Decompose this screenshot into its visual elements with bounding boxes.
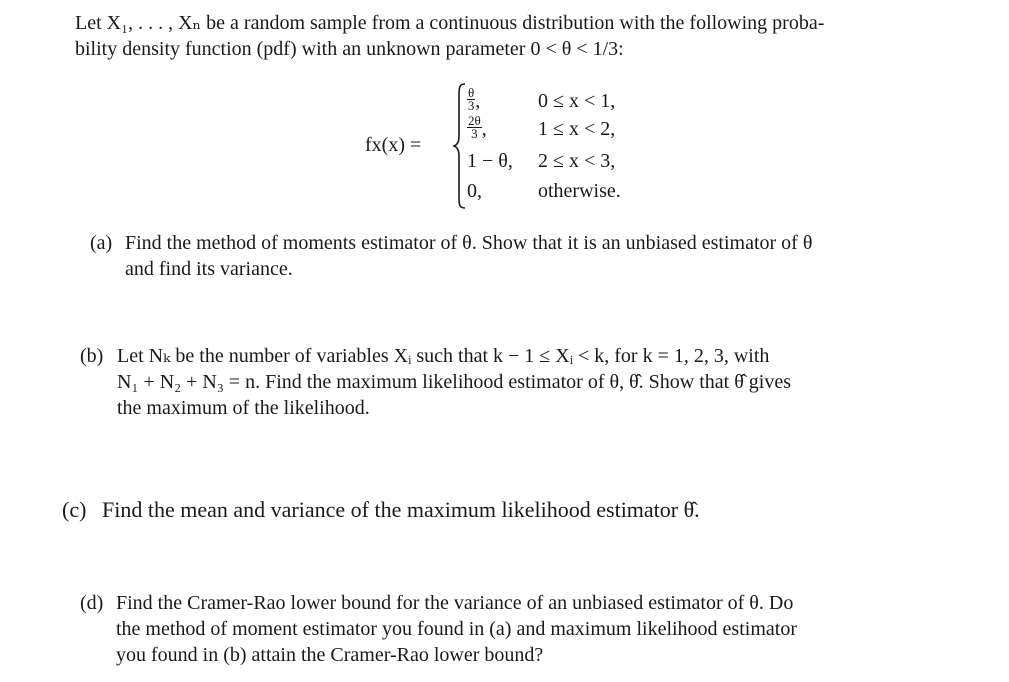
case-condition-4: otherwise. bbox=[538, 180, 621, 202]
part-c bbox=[62, 497, 942, 523]
part-d-line-2: the method of moment estimator you found in (a) and maximum likelihood estimator bbox=[116, 618, 797, 640]
part-a-label: (a) bbox=[90, 232, 113, 254]
part-d-label: (d) bbox=[80, 592, 104, 614]
part-b bbox=[80, 343, 940, 421]
intro-line-1: Let X₁, . . . , Xₙ be a random sample from a continuous distribution with the following proba- bbox=[75, 12, 825, 34]
left-brace-icon bbox=[453, 82, 467, 210]
case-value-3: 1 − θ, bbox=[467, 150, 513, 172]
case-value-1 bbox=[467, 84, 481, 114]
case-1-denominator: 3 bbox=[467, 97, 475, 113]
part-c-line-1: Find the mean and variance of the maximum likelihood estimator θ̂. bbox=[102, 497, 700, 522]
part-a bbox=[90, 230, 950, 282]
case-condition-1: 0 ≤ x < 1, bbox=[538, 90, 616, 112]
case-condition-2: 1 ≤ x < 2, bbox=[538, 118, 616, 140]
case-value-4: 0, bbox=[467, 180, 482, 202]
pdf-definition bbox=[365, 82, 655, 210]
part-c-label: (c) bbox=[62, 497, 87, 522]
case-2-suffix: , bbox=[481, 118, 487, 140]
intro-line-2: bility density function (pdf) with an unknown parameter 0 < θ < 1/3: bbox=[75, 38, 624, 60]
part-b-label: (b) bbox=[80, 345, 104, 367]
case-2-denominator: 3 bbox=[471, 125, 478, 141]
part-a-line-2: and find its variance. bbox=[125, 258, 293, 280]
case-1-numerator: θ bbox=[468, 84, 475, 100]
part-d-line-3: you found in (b) attain the Cramer-Rao lower bound? bbox=[116, 644, 544, 666]
part-d bbox=[80, 590, 940, 668]
problem-intro bbox=[75, 10, 945, 62]
part-b-line-1: Let Nₖ be the number of variables Xᵢ such that k − 1 ≤ Xᵢ < k, for k = 1, 2, 3, with bbox=[117, 345, 770, 367]
case-1-suffix: , bbox=[475, 90, 481, 112]
part-a-line-1: Find the method of moments estimator of θ. Show that it is an unbiased estimator of θ bbox=[125, 232, 813, 254]
part-d-line-1: Find the Cramer-Rao lower bound for the variance of an unbiased estimator of θ. Do bbox=[116, 592, 794, 614]
pdf-lhs: fx(x) = bbox=[365, 134, 422, 156]
part-b-line-2: N₁ + N₂ + N₃ = n. Find the maximum likelihood estimator of θ, θ̂. Show that θ̂ gives bbox=[117, 371, 792, 393]
case-condition-3: 2 ≤ x < 3, bbox=[538, 150, 616, 172]
case-value-2 bbox=[467, 112, 487, 142]
case-2-numerator: 2θ bbox=[468, 112, 481, 128]
part-b-line-3: the maximum of the likelihood. bbox=[117, 397, 370, 419]
